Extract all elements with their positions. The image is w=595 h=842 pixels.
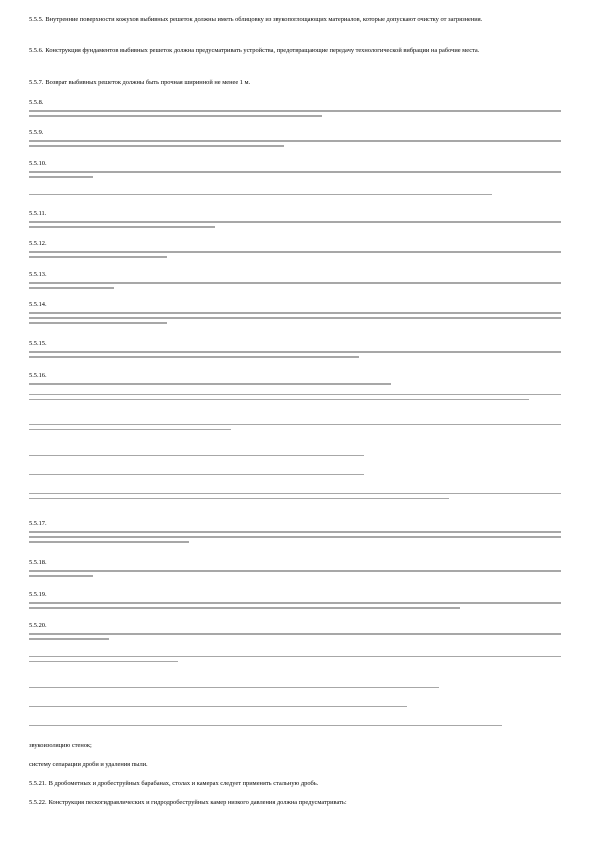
paragraph-5-5-6	[29, 47, 561, 55]
paragraph-text: В дробометных и дробеструйных барабанах, столах и камерах следует применять стальную дробь.	[48, 780, 319, 787]
paragraph-text: Внутренние поверхности кожухов выбивных решеток должны иметь облицовку из звукопоглощающих материалов, которые допускают очистку от загрязнения.	[45, 16, 483, 23]
paragraph-number: 5.5.8.	[29, 99, 44, 106]
paragraph-number: 5.5.12.	[29, 240, 47, 247]
paragraph-unnumbered	[29, 722, 561, 730]
paragraph-text: систему сепарации дроби и удаления пыли.	[29, 761, 148, 768]
paragraph-unnumbered	[29, 391, 561, 404]
paragraph-5-5-14	[29, 301, 561, 327]
paragraph-text: Возврат выбивных решеток должны быть прочная ширинной не менее 1 м.	[45, 79, 251, 86]
paragraph-unnumbered	[29, 703, 561, 711]
paragraph-number: 5.5.14.	[29, 301, 47, 308]
paragraph-5-5-9	[29, 129, 561, 150]
paragraph-5-5-18	[29, 559, 561, 580]
paragraph-number: 5.5.7.	[29, 79, 44, 86]
paragraph-number: 5.5.22.	[29, 799, 47, 806]
paragraph-number: 5.5.17.	[29, 520, 47, 527]
paragraph-5-5-7	[29, 79, 561, 87]
paragraph-5-5-13	[29, 271, 561, 292]
paragraph-number: 5.5.15.	[29, 340, 47, 347]
paragraph-unnumbered	[29, 742, 561, 750]
paragraph-5-5-21	[29, 780, 561, 788]
paragraph-text: звукоизоляцию стенок;	[29, 742, 92, 749]
paragraph-number: 5.5.20.	[29, 622, 47, 629]
paragraph-unnumbered	[29, 421, 561, 434]
paragraph-text: Конструкция фундаментов выбивных решеток должна предусматривать устройства, предотвращающие передачу технологической вибрации на рабочие места.	[45, 47, 480, 54]
paragraph-text: Конструкция пескогидравлических и гидродробеструйных камер низкого давления должна предусматривать:	[48, 799, 347, 806]
paragraph-unnumbered	[29, 684, 561, 692]
paragraph-number: 5.5.13.	[29, 271, 47, 278]
paragraph-unnumbered	[29, 471, 561, 479]
paragraph-5-5-17	[29, 520, 561, 546]
paragraph-unnumbered	[29, 191, 561, 199]
paragraph-5-5-11	[29, 210, 561, 231]
paragraph-5-5-5	[29, 16, 561, 24]
paragraph-5-5-10	[29, 160, 561, 181]
paragraph-number: 5.5.9.	[29, 129, 44, 136]
paragraph-number: 5.5.6.	[29, 47, 44, 54]
paragraph-unnumbered	[29, 452, 561, 460]
paragraph-number: 5.5.10.	[29, 160, 47, 167]
paragraph-number: 5.5.11.	[29, 210, 47, 217]
paragraph-number: 5.5.16.	[29, 372, 47, 379]
paragraph-5-5-19	[29, 591, 561, 612]
paragraph-5-5-12	[29, 240, 561, 261]
paragraph-number: 5.5.18.	[29, 559, 47, 566]
paragraph-number: 5.5.19.	[29, 591, 47, 598]
paragraph-5-5-15	[29, 340, 561, 361]
paragraph-number: 5.5.5.	[29, 16, 44, 23]
paragraph-unnumbered	[29, 653, 561, 666]
paragraph-unnumbered	[29, 761, 561, 769]
paragraph-5-5-20	[29, 622, 561, 643]
paragraph-5-5-22	[29, 799, 561, 807]
paragraph-5-5-16	[29, 372, 561, 388]
paragraph-unnumbered	[29, 490, 561, 503]
paragraph-5-5-8	[29, 99, 561, 120]
paragraph-number: 5.5.21.	[29, 780, 47, 787]
